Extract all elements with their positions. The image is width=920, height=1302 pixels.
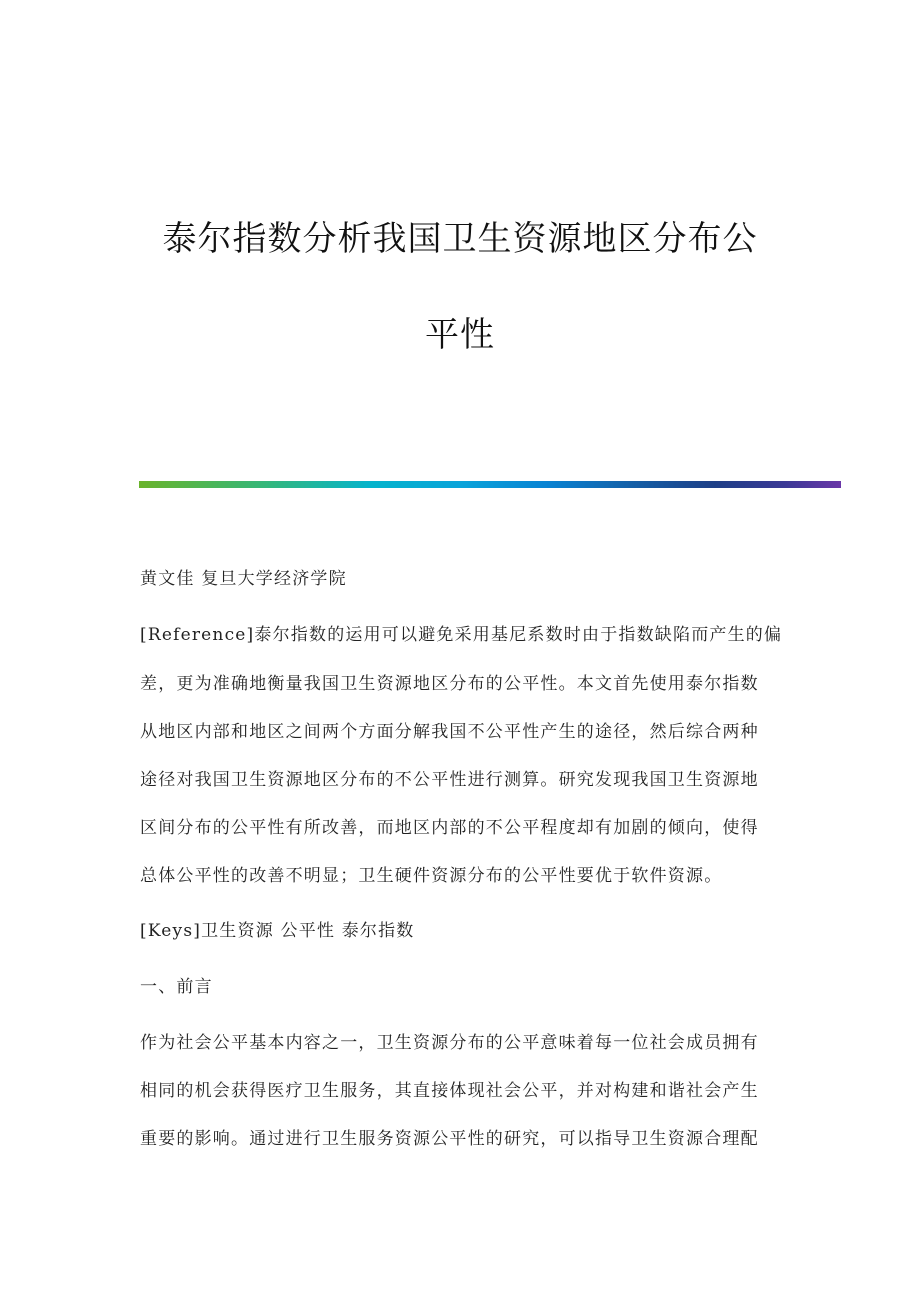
body-line-1: 作为社会公平基本内容之一，卫生资源分布的公平意味着每一位社会成员拥有 bbox=[140, 1033, 759, 1053]
section-heading: 一、前言 bbox=[140, 977, 213, 997]
abstract-line-6: 总体公平性的改善不明显；卫生硬件资源分布的公平性要优于软件资源。 bbox=[140, 866, 723, 886]
abstract-line-2: 差，更为准确地衡量我国卫生资源地区分布的公平性。本文首先使用泰尔指数 bbox=[140, 674, 759, 694]
abstract-line-5: 区间分布的公平性有所改善，而地区内部的不公平程度却有加剧的倾向，使得 bbox=[140, 818, 759, 838]
abstract-line-4: 途径对我国卫生资源地区分布的不公平性进行测算。研究发现我国卫生资源地 bbox=[140, 770, 759, 790]
keywords-line: [Keys]卫生资源 公平性 泰尔指数 bbox=[140, 921, 415, 941]
body-line-3: 重要的影响。通过进行卫生服务资源公平性的研究，可以指导卫生资源合理配 bbox=[140, 1129, 759, 1149]
abstract-line-1: [Reference]泰尔指数的运用可以避免采用基尼系数时由于指数缺陷而产生的偏 bbox=[140, 625, 783, 645]
abstract-line-3: 从地区内部和地区之间两个方面分解我国不公平性产生的途径，然后综合两种 bbox=[140, 722, 759, 742]
document-title-line-2: 平性 bbox=[425, 315, 495, 355]
document-title-line-1: 泰尔指数分析我国卫生资源地区分布公 bbox=[162, 219, 758, 259]
gradient-divider bbox=[139, 481, 841, 488]
body-line-2: 相同的机会获得医疗卫生服务，其直接体现社会公平，并对构建和谐社会产生 bbox=[140, 1081, 759, 1101]
author-affiliation: 黄文佳 复旦大学经济学院 bbox=[140, 569, 347, 589]
